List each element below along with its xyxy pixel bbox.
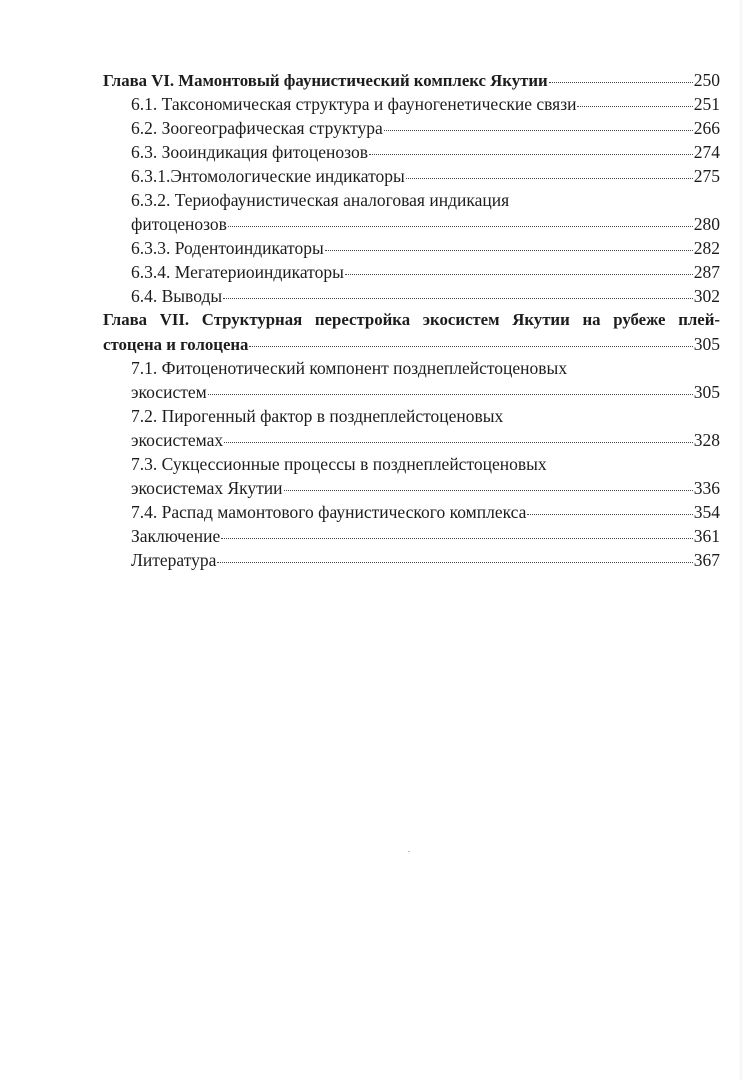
toc-entry-page: 282 bbox=[693, 238, 720, 258]
toc-entry-page: 302 bbox=[693, 286, 720, 306]
toc-entry-title: Литература bbox=[131, 550, 217, 570]
toc-entry-title-continued: стоцена и голоцена bbox=[103, 335, 249, 354]
toc-entry-chapter-6 bbox=[103, 68, 720, 92]
dot-leader bbox=[228, 226, 693, 227]
toc-entry-title: 6.3.4. Мегатериоиндикаторы bbox=[131, 262, 344, 282]
dot-leader bbox=[384, 130, 693, 131]
dot-leader bbox=[406, 178, 693, 179]
toc-entry-7-1-line2 bbox=[103, 380, 720, 404]
toc-entry-title: 6.2. Зоогеографическая структура bbox=[131, 118, 383, 138]
toc-entry-page: 354 bbox=[693, 502, 720, 522]
toc-entry-title: 7.3. Сукцессионные процессы в позднеплейстоценовых bbox=[131, 454, 547, 474]
dot-leader bbox=[223, 298, 693, 299]
toc-entry-7-3-line1 bbox=[103, 452, 720, 476]
toc-entry-7-2-line1 bbox=[103, 404, 720, 428]
toc-entry-6-1 bbox=[103, 92, 720, 116]
toc-entry-page: 274 bbox=[693, 142, 720, 162]
toc-entry-title-continued: экосистем bbox=[131, 382, 207, 402]
dot-leader bbox=[217, 562, 692, 563]
toc-entry-page: 266 bbox=[693, 118, 720, 138]
toc-entry-page: 251 bbox=[693, 94, 720, 114]
toc-entry-title: 6.4. Выводы bbox=[131, 286, 223, 306]
dot-leader bbox=[369, 154, 693, 155]
toc-entry-chapter-7-line2 bbox=[103, 332, 720, 356]
dot-leader bbox=[527, 514, 692, 515]
toc-entry-title-continued: экосистемах bbox=[131, 430, 224, 450]
toc-entry-page: 305 bbox=[693, 382, 720, 402]
toc-entry-6-3-3 bbox=[103, 236, 720, 260]
toc-entry-title: 6.1. Таксономическая структура и фауногенетические связи bbox=[131, 94, 577, 114]
toc-entry-7-2-line2 bbox=[103, 428, 720, 452]
scan-speck bbox=[408, 851, 410, 852]
toc-entry-title-continued: экосистемах Якутии bbox=[131, 478, 283, 498]
dot-leader bbox=[284, 490, 693, 491]
toc-entry-6-3 bbox=[103, 140, 720, 164]
toc-entry-page: 328 bbox=[693, 430, 720, 450]
toc-entry-page: 367 bbox=[693, 550, 720, 570]
toc-entry-title: 7.2. Пирогенный фактор в позднеплейстоценовых bbox=[131, 406, 504, 426]
dot-leader bbox=[224, 442, 693, 443]
dot-leader bbox=[549, 82, 693, 83]
toc-entry-6-4 bbox=[103, 284, 720, 308]
toc-entry-chapter-7-line1 bbox=[103, 308, 720, 332]
toc-entry-title: 6.3.1.Энтомологические индикаторы bbox=[131, 166, 405, 186]
toc-entry-page: 305 bbox=[693, 334, 720, 354]
dot-leader bbox=[577, 106, 692, 107]
toc-entry-literature bbox=[103, 548, 720, 572]
toc-entry-title: Заключение bbox=[131, 526, 221, 546]
toc-entry-title: 6.3.2. Териофаунистическая аналоговая индикация bbox=[131, 190, 510, 210]
dot-leader bbox=[208, 394, 693, 395]
toc-entry-page: 361 bbox=[693, 526, 720, 546]
toc-entry-page: 275 bbox=[693, 166, 720, 186]
dot-leader bbox=[221, 538, 693, 539]
toc-entry-title: 6.3. Зооиндикация фитоценозов bbox=[131, 142, 368, 162]
table-of-contents bbox=[103, 68, 720, 572]
toc-entry-title: Глава VI. Мамонтовый фаунистический комплекс Якутии bbox=[103, 71, 548, 90]
toc-entry-6-3-4 bbox=[103, 260, 720, 284]
toc-entry-6-2 bbox=[103, 116, 720, 140]
toc-entry-page: 287 bbox=[693, 262, 720, 282]
toc-entry-page: 250 bbox=[693, 70, 720, 90]
toc-entry-6-3-1 bbox=[103, 164, 720, 188]
dot-leader bbox=[345, 274, 693, 275]
toc-entry-title: 7.4. Распад мамонтового фаунистического комплекса bbox=[131, 502, 527, 522]
toc-entry-6-3-2-line1 bbox=[103, 188, 720, 212]
toc-entry-7-3-line2 bbox=[103, 476, 720, 500]
toc-entry-title: 7.1. Фитоценотический компонент позднеплейстоценовых bbox=[131, 358, 568, 378]
toc-entry-6-3-2-line2 bbox=[103, 212, 720, 236]
toc-entry-7-1-line1 bbox=[103, 356, 720, 380]
toc-entry-conclusion bbox=[103, 524, 720, 548]
toc-entry-7-4 bbox=[103, 500, 720, 524]
toc-entry-title: 6.3.3. Родентоиндикаторы bbox=[131, 238, 324, 258]
dot-leader bbox=[325, 250, 693, 251]
toc-entry-page: 280 bbox=[693, 214, 720, 234]
toc-entry-title: Глава VII. Структурная перестройка экосистем Якутии на рубеже плей- bbox=[103, 310, 720, 329]
dot-leader bbox=[249, 346, 692, 347]
toc-entry-page: 336 bbox=[693, 478, 720, 498]
toc-entry-title-continued: фитоценозов bbox=[131, 214, 227, 234]
